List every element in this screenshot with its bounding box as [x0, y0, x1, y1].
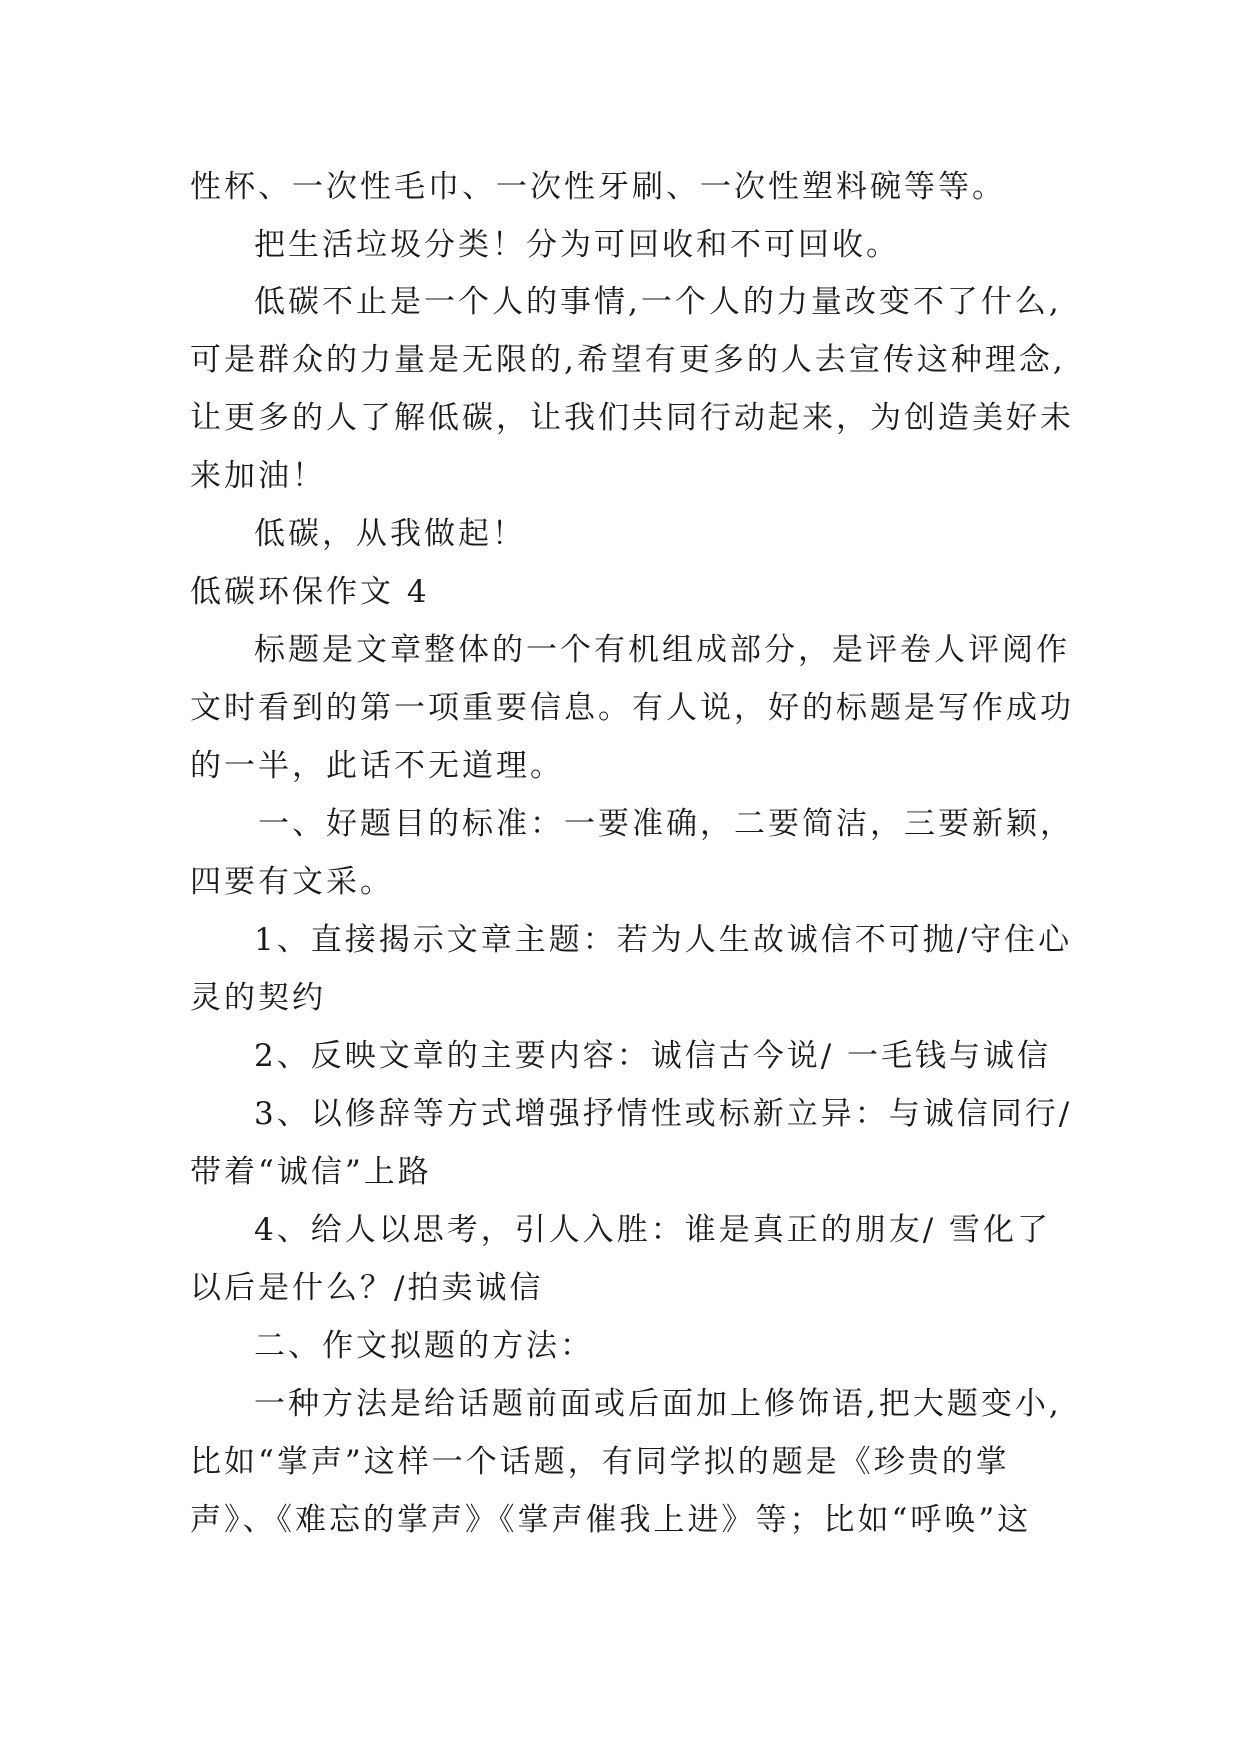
text-line: 一种方法是给话题前面或后面加上修饰语,把大题变小,: [254, 1386, 1062, 1422]
text-line: 低碳不止是一个人的事情,一个人的力量改变不了什么,: [254, 284, 1062, 320]
text-line: 文时看到的第一项重要信息。有人说，好的标题是写作成功: [190, 690, 1074, 726]
text-line: 4、给人以思考，引人入胜：谁是真正的朋友/ 雪化了: [254, 1212, 1052, 1248]
text-line: 让更多的人了解低碳，让我们共同行动起来，为创造美好未: [190, 400, 1074, 436]
text-line: 以后是什么？/拍卖诚信: [190, 1270, 544, 1306]
text-line: 来加油！: [190, 458, 326, 494]
text-line: 二、作文拟题的方法：: [254, 1328, 594, 1364]
text-line: 标题是文章整体的一个有机组成部分，是评卷人评阅作: [254, 632, 1070, 668]
text-line: 灵的契约: [190, 980, 326, 1016]
text-line: 3、以修辞等方式增强抒情性或标新立异：与诚信同行/: [254, 1096, 1073, 1132]
text-line: 把生活垃圾分类！分为可回收和不可回收。: [254, 227, 900, 263]
text-line: 1、直接揭示文章主题：若为人生故诚信不可抛/守住心: [254, 922, 1073, 958]
text-line: 比如“掌声”这样一个话题，有同学拟的题是《珍贵的掌: [190, 1444, 1010, 1480]
text-line: 带着“诚信”上路: [190, 1154, 432, 1190]
text-line: 声》、《难忘的掌声》《掌声催我上进》等；比如“呼唤”这: [190, 1502, 1032, 1538]
text-line: 性杯、一次性毛巾、一次性牙刷、一次性塑料碗等等。: [190, 169, 1006, 205]
text-line: 四要有文采。: [190, 864, 394, 900]
text-line: 一、好题目的标准：一要准确，二要简洁，三要新颖，: [258, 806, 1074, 842]
text-line: 低碳，从我做起！: [254, 516, 526, 552]
text-line: 2、反映文章的主要内容：诚信古今说/ 一毛钱与诚信: [254, 1038, 1052, 1074]
text-line: 的一半，此话不无道理。: [190, 748, 564, 784]
text-line: 可是群众的力量是无限的,希望有更多的人去宣传这种理念,: [190, 342, 1066, 378]
section-heading: 低碳环保作文 4: [190, 574, 430, 610]
